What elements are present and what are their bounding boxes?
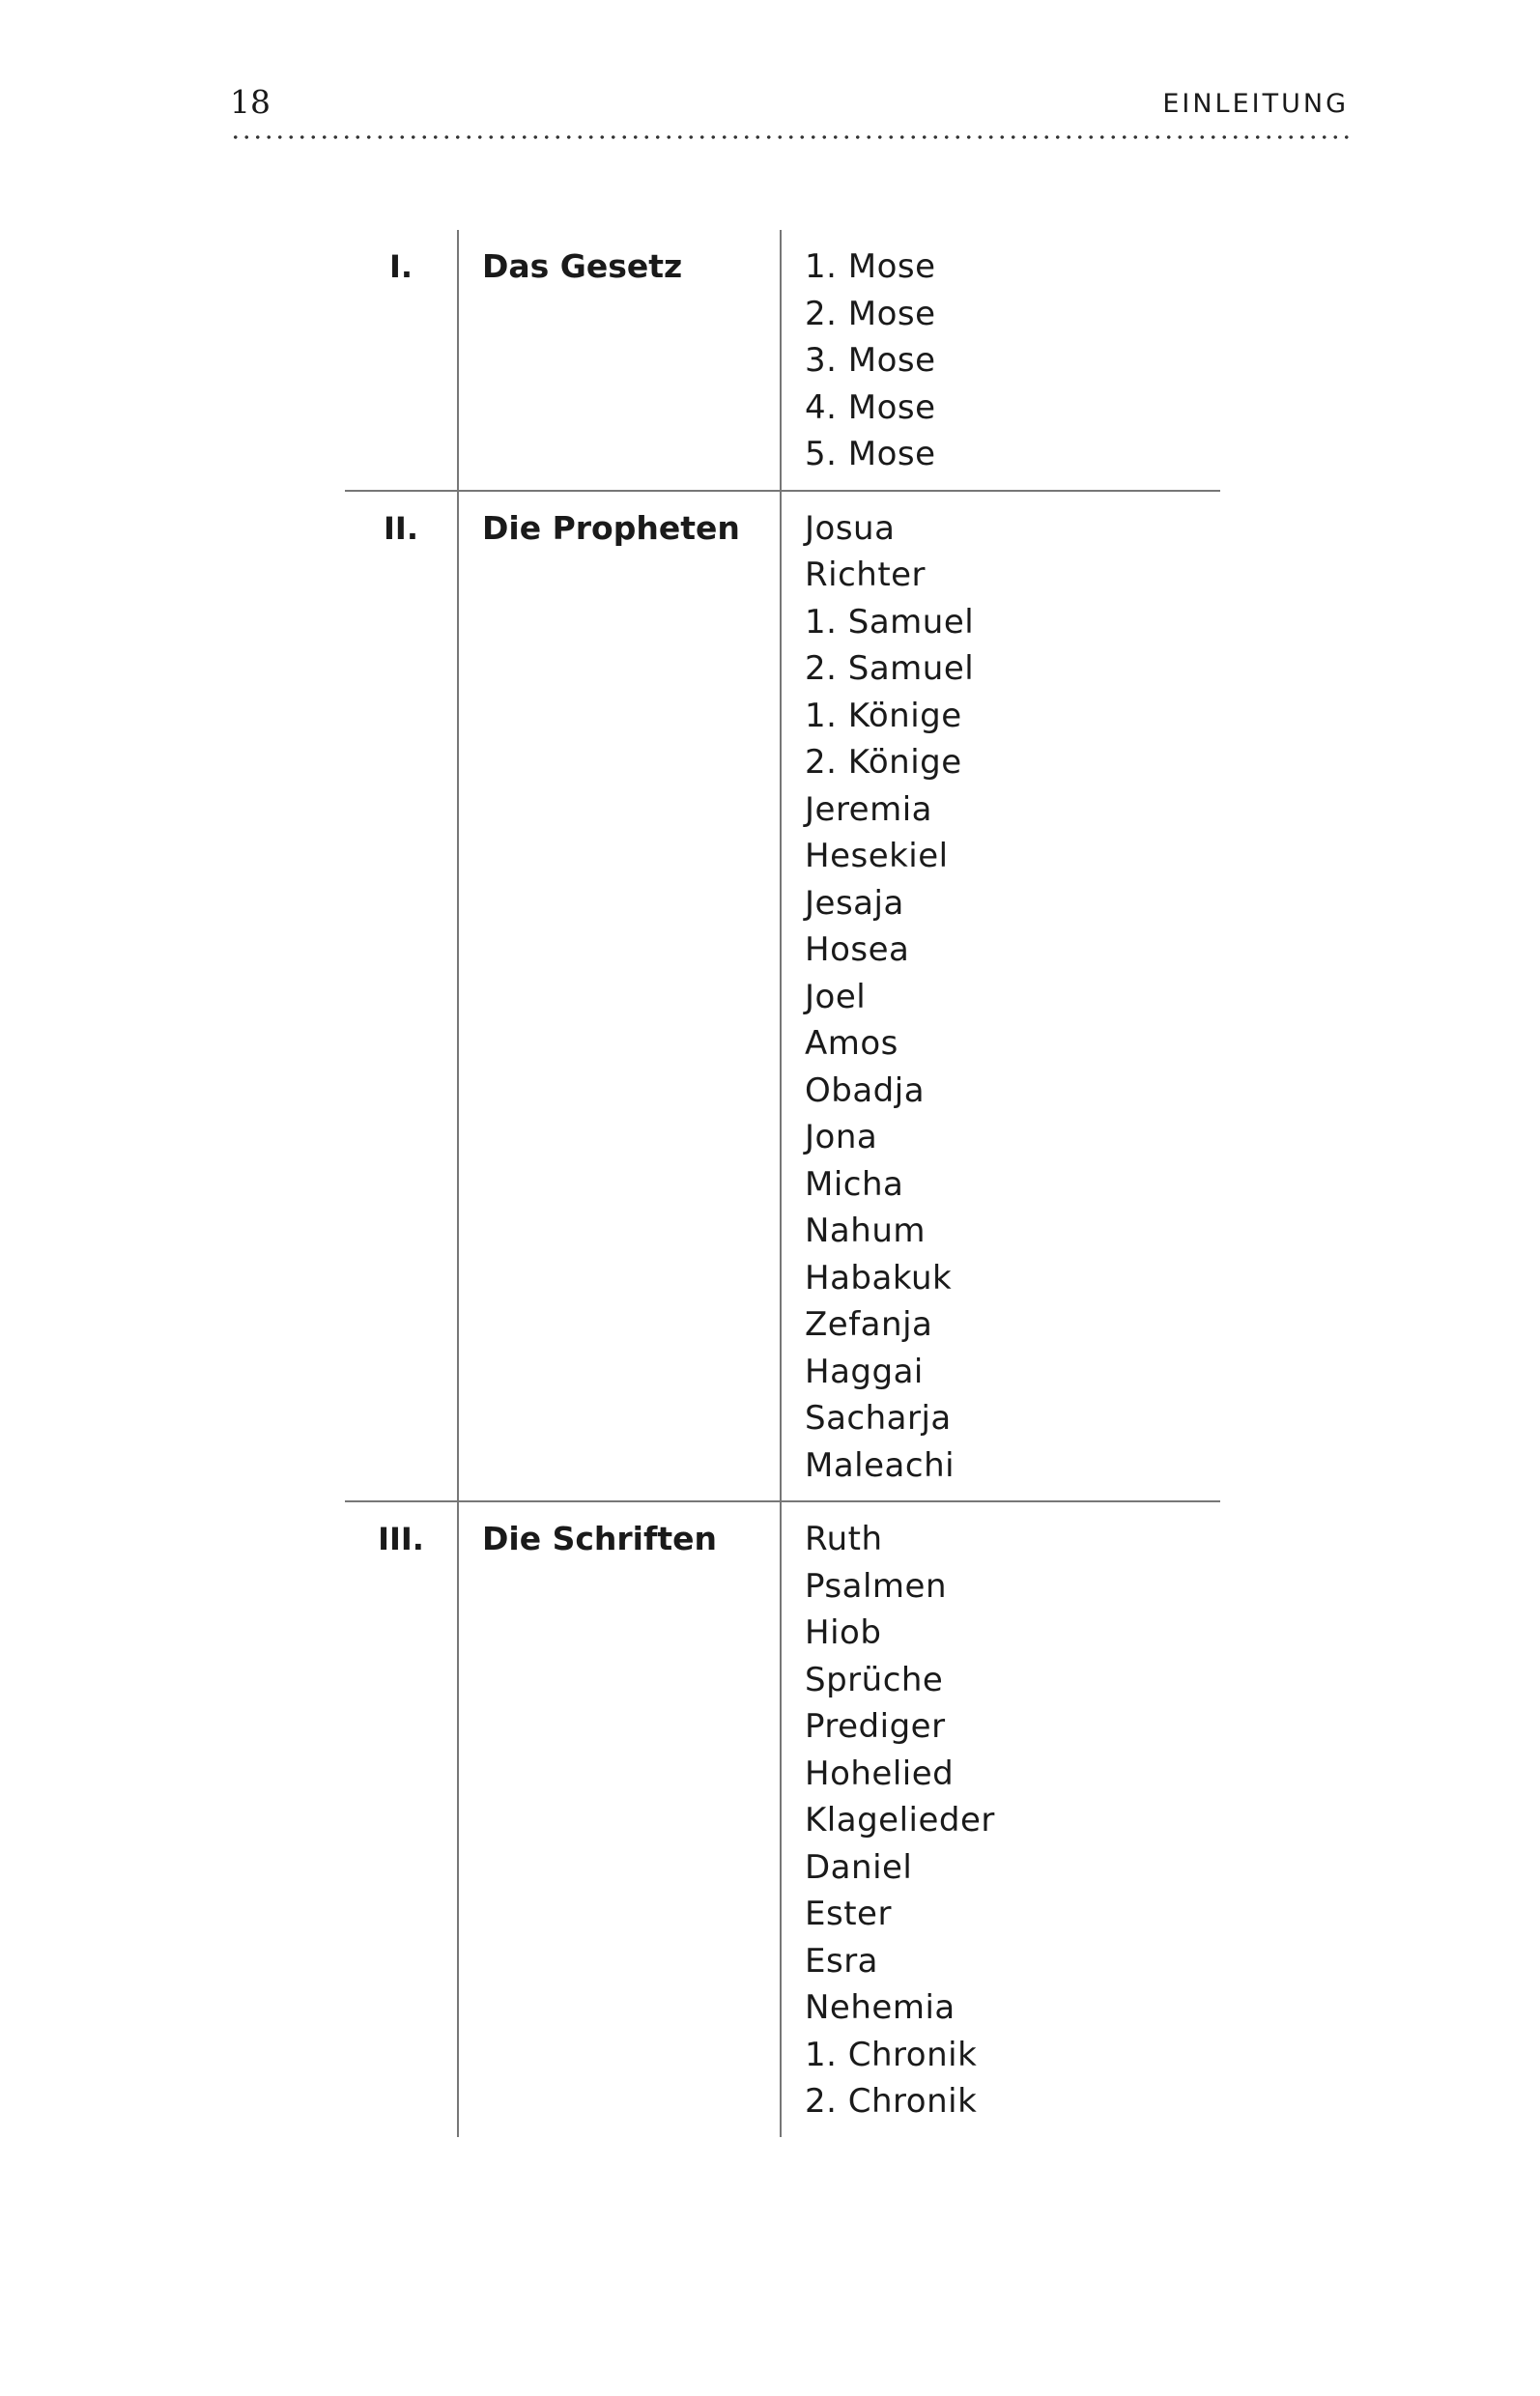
book-item: Psalmen (805, 1566, 947, 1606)
book-item: 5. Mose (805, 435, 936, 473)
section-prophets (345, 490, 1220, 1501)
book-item: 2. Mose (805, 294, 936, 333)
book-item: Sprüche (805, 1660, 944, 1699)
section-name-text: Die Schriften (482, 1520, 717, 1557)
book-item: Prediger (805, 1707, 946, 1746)
book-item: Micha (805, 1164, 904, 1204)
book-item: Josua (805, 508, 896, 548)
section-numeral (345, 1502, 459, 2137)
book-item: 2. Samuel (805, 649, 975, 688)
section-numeral (345, 230, 459, 490)
section-writings (345, 1500, 1220, 2137)
book-item: Haggai (805, 1352, 924, 1391)
section-numeral-text: III. (378, 1521, 424, 1557)
section-numeral (345, 492, 459, 1501)
book-item: 2. Chronik (805, 2082, 978, 2121)
book-item: 2. Könige (805, 743, 962, 782)
section-name-text: Das Gesetz (482, 247, 683, 285)
book-item: Amos (805, 1024, 898, 1063)
book-item: 4. Mose (805, 387, 936, 427)
book-item: Jeremia (805, 789, 932, 829)
book-item: 3. Mose (805, 341, 936, 380)
book-item: Daniel (805, 1847, 913, 1887)
book-item: Nahum (805, 1212, 926, 1250)
book-item: Maleachi (805, 1445, 955, 1485)
book-column (782, 1502, 1220, 2137)
book-item: Jesaja (805, 883, 904, 923)
book-item: Hiob (805, 1613, 882, 1652)
book-item: 1. Mose (805, 247, 936, 286)
running-head: EINLEITUNG (1162, 89, 1349, 119)
book-item: Hesekiel (805, 837, 949, 875)
book-item: 1. Samuel (805, 602, 975, 642)
book-item: Obadja (805, 1070, 926, 1110)
book-column (782, 492, 1220, 1501)
section-numeral-text: II. (384, 509, 418, 547)
book-list (805, 1516, 1220, 2125)
canon-table (345, 230, 1220, 2137)
book-item: 1. Könige (805, 696, 962, 735)
book-item: Ruth (805, 1520, 883, 1558)
book-item: Jona (805, 1118, 878, 1156)
book-item: Hosea (805, 930, 910, 969)
section-name (459, 1502, 782, 2137)
book-item: Joel (805, 977, 867, 1016)
book-item: Nehemia (805, 1988, 955, 2027)
book-item: Habakuk (805, 1258, 953, 1298)
book-item: Zefanja (805, 1305, 933, 1344)
book-item: Klagelieder (805, 1801, 995, 1840)
dotted-divider (230, 135, 1349, 139)
section-name-text: Die Propheten (482, 508, 740, 547)
book-item: Hohelied (805, 1754, 955, 1793)
book-item: 1. Chronik (805, 2035, 978, 2074)
book-item: Sacharja (805, 1399, 952, 1438)
section-name (459, 230, 782, 490)
page-number: 18 (230, 83, 271, 121)
section-numeral-text: I. (388, 248, 414, 285)
book-item: Esra (805, 1941, 879, 1981)
book-column (782, 230, 1220, 490)
book-list (805, 505, 1220, 1490)
section-law (345, 230, 1220, 490)
section-name (459, 492, 782, 1501)
book-item: Richter (805, 556, 927, 594)
book-item: Ester (805, 1895, 892, 1933)
book-list (805, 243, 1220, 478)
